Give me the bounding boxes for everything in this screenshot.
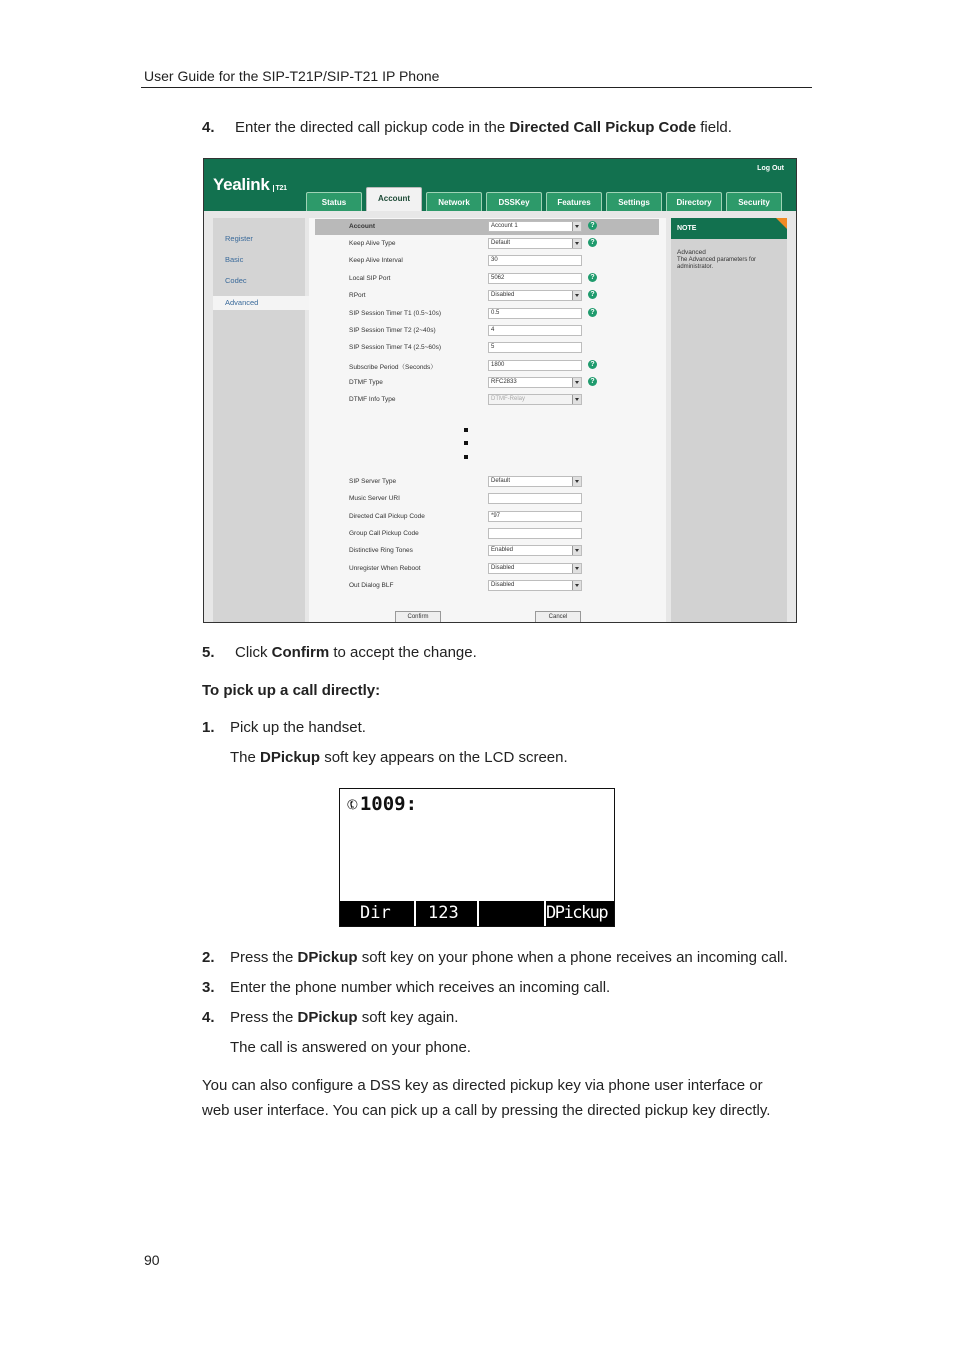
chevron-down-icon: [575, 225, 579, 228]
logout-link[interactable]: Log Out: [757, 165, 784, 172]
directed-call-pickup-code-field[interactable]: *97: [488, 511, 582, 522]
softkey-123[interactable]: 123: [428, 903, 459, 923]
step-5-number: 5.: [202, 644, 215, 661]
chevron-down-icon: [575, 398, 579, 401]
step-3-number: 3.: [202, 979, 215, 996]
chevron-down-icon: [575, 480, 579, 483]
label-keep-alive-interval: Keep Alive Interval: [349, 257, 403, 264]
page-number: 90: [144, 1252, 160, 1268]
note-heading: Advanced: [677, 249, 706, 256]
section-heading: To pick up a call directly:: [202, 682, 381, 699]
keep-alive-type-select[interactable]: Default: [488, 238, 582, 249]
chevron-down-icon: [575, 584, 579, 587]
settings-form: [309, 218, 666, 622]
step-5-text: Click Confirm to accept the change.: [235, 644, 477, 661]
note-corner-icon: [776, 218, 787, 229]
label-sip-timer-t1: SIP Session Timer T1 (0.5~10s): [349, 310, 442, 317]
label-distinctive-ring-tones: Distinctive Ring Tones: [349, 547, 413, 554]
tab-security[interactable]: Security: [726, 192, 782, 211]
chevron-down-icon: [575, 549, 579, 552]
step-2-text: Press the DPickup soft key on your phone when a phone receives an incoming call.: [230, 949, 788, 966]
sidebar: [213, 218, 305, 622]
chevron-down-icon: [575, 294, 579, 297]
unregister-when-reboot-select[interactable]: Disabled: [488, 563, 582, 574]
sip-timer-t4-field[interactable]: 5: [488, 342, 582, 353]
ellipsis-dot: [464, 441, 468, 445]
closing-line-2: web user interface. You can pick up a call by pressing the directed pickup key directly.: [202, 1102, 771, 1119]
help-icon[interactable]: ?: [588, 221, 597, 230]
yealink-logo: Yealink T21: [213, 175, 287, 194]
tab-status[interactable]: Status: [306, 192, 362, 211]
handset-icon: ✆: [342, 792, 363, 817]
group-call-pickup-code-field[interactable]: [488, 528, 582, 539]
sip-timer-t2-field[interactable]: 4: [488, 325, 582, 336]
account-select[interactable]: Account 1: [488, 221, 582, 232]
subscribe-period-field[interactable]: 1800: [488, 360, 582, 371]
label-sip-server-type: SIP Server Type: [349, 478, 397, 485]
web-body: [204, 211, 796, 622]
softkey-dpickup[interactable]: DPickup: [546, 903, 608, 923]
lcd-line-1: ✆1009:: [342, 792, 418, 817]
softkey-divider: [477, 901, 479, 926]
closing-line-1: You can also configure a DSS key as directed pickup key via phone user interface or: [202, 1077, 763, 1094]
help-icon[interactable]: ?: [588, 238, 597, 247]
confirm-button[interactable]: Confirm: [395, 611, 441, 623]
help-icon[interactable]: ?: [588, 308, 597, 317]
label-directed-call-pickup-code: Directed Call Pickup Code: [349, 513, 425, 520]
softkey-dir[interactable]: Dir: [360, 903, 391, 923]
chevron-down-icon: [575, 242, 579, 245]
label-local-sip-port: Local SIP Port: [349, 275, 391, 282]
out-dialog-blf-select[interactable]: Disabled: [488, 580, 582, 591]
label-sip-timer-t4: SIP Session Timer T4 (2.5~60s): [349, 344, 442, 351]
web-ui-screenshot: [203, 158, 797, 623]
dtmf-info-type-select[interactable]: DTMF-Relay: [488, 394, 582, 405]
label-keep-alive-type: Keep Alive Type: [349, 240, 396, 247]
step-4b-result: The call is answered on your phone.: [230, 1039, 471, 1056]
step-1-number: 1.: [202, 719, 215, 736]
rport-select[interactable]: Disabled: [488, 290, 582, 301]
sidebar-item-basic[interactable]: Basic: [225, 255, 244, 264]
cancel-button[interactable]: Cancel: [535, 611, 581, 623]
softkey-divider: [414, 901, 416, 926]
step-2-number: 2.: [202, 949, 215, 966]
label-subscribe-period: Subscribe Period（Seconds）: [349, 364, 437, 371]
distinctive-ring-tones-select[interactable]: Enabled: [488, 545, 582, 556]
label-group-call-pickup-code: Group Call Pickup Code: [349, 530, 419, 537]
help-icon[interactable]: ?: [588, 290, 597, 299]
step-1-text: Pick up the handset.: [230, 719, 366, 736]
sidebar-item-advanced[interactable]: Advanced: [213, 296, 313, 310]
label-dtmf-type: DTMF Type: [349, 379, 383, 386]
music-server-uri-field[interactable]: [488, 493, 582, 504]
label-unregister-when-reboot: Unregister When Reboot: [349, 565, 421, 572]
lcd-screen: [339, 788, 615, 927]
softkey-bar: [340, 901, 614, 926]
sidebar-item-codec[interactable]: Codec: [225, 276, 247, 285]
label-rport: RPort: [349, 292, 366, 299]
note-panel: [671, 218, 787, 622]
local-sip-port-field[interactable]: 5062: [488, 273, 582, 284]
sidebar-item-register[interactable]: Register: [225, 234, 253, 243]
label-out-dialog-blf: Out Dialog BLF: [349, 582, 394, 589]
step-4-text: Enter the directed call pickup code in the Directed Call Pickup Code field.: [235, 119, 732, 136]
header-rule: [141, 87, 812, 88]
note-text: The Advanced parameters for administrator.: [677, 257, 757, 270]
dtmf-type-select[interactable]: RFC2833: [488, 377, 582, 388]
tab-directory[interactable]: Directory: [666, 192, 722, 211]
sip-server-type-select[interactable]: Default: [488, 476, 582, 487]
tab-features[interactable]: Features: [546, 192, 602, 211]
help-icon[interactable]: ?: [588, 273, 597, 282]
keep-alive-interval-field[interactable]: 30: [488, 255, 582, 266]
step-3-text: Enter the phone number which receives an incoming call.: [230, 979, 611, 996]
running-header: User Guide for the SIP-T21P/SIP-T21 IP Phone: [144, 68, 440, 84]
step-4b-text: Press the DPickup soft key again.: [230, 1009, 459, 1026]
note-header: NOTE: [671, 218, 787, 239]
chevron-down-icon: [575, 567, 579, 570]
label-music-server-uri: Music Server URI: [349, 495, 400, 502]
help-icon[interactable]: ?: [588, 360, 597, 369]
ellipsis-dot: [464, 428, 468, 432]
step-4-number: 4.: [202, 119, 215, 136]
help-icon[interactable]: ?: [588, 377, 597, 386]
tab-account[interactable]: Account: [366, 187, 422, 211]
sip-timer-t1-field[interactable]: 0.5: [488, 308, 582, 319]
label-account: Account: [349, 223, 375, 230]
label-sip-timer-t2: SIP Session Timer T2 (2~40s): [349, 327, 436, 334]
step-4b-number: 4.: [202, 1009, 215, 1026]
chevron-down-icon: [575, 381, 579, 384]
web-topbar: [204, 159, 796, 211]
tab-settings[interactable]: Settings: [606, 192, 662, 211]
ellipsis-dot: [464, 455, 468, 459]
step-1-result: The DPickup soft key appears on the LCD screen.: [230, 749, 568, 766]
tab-dsskey[interactable]: DSSKey: [486, 192, 542, 211]
tab-network[interactable]: Network: [426, 192, 482, 211]
label-dtmf-info-type: DTMF Info Type: [349, 396, 396, 403]
